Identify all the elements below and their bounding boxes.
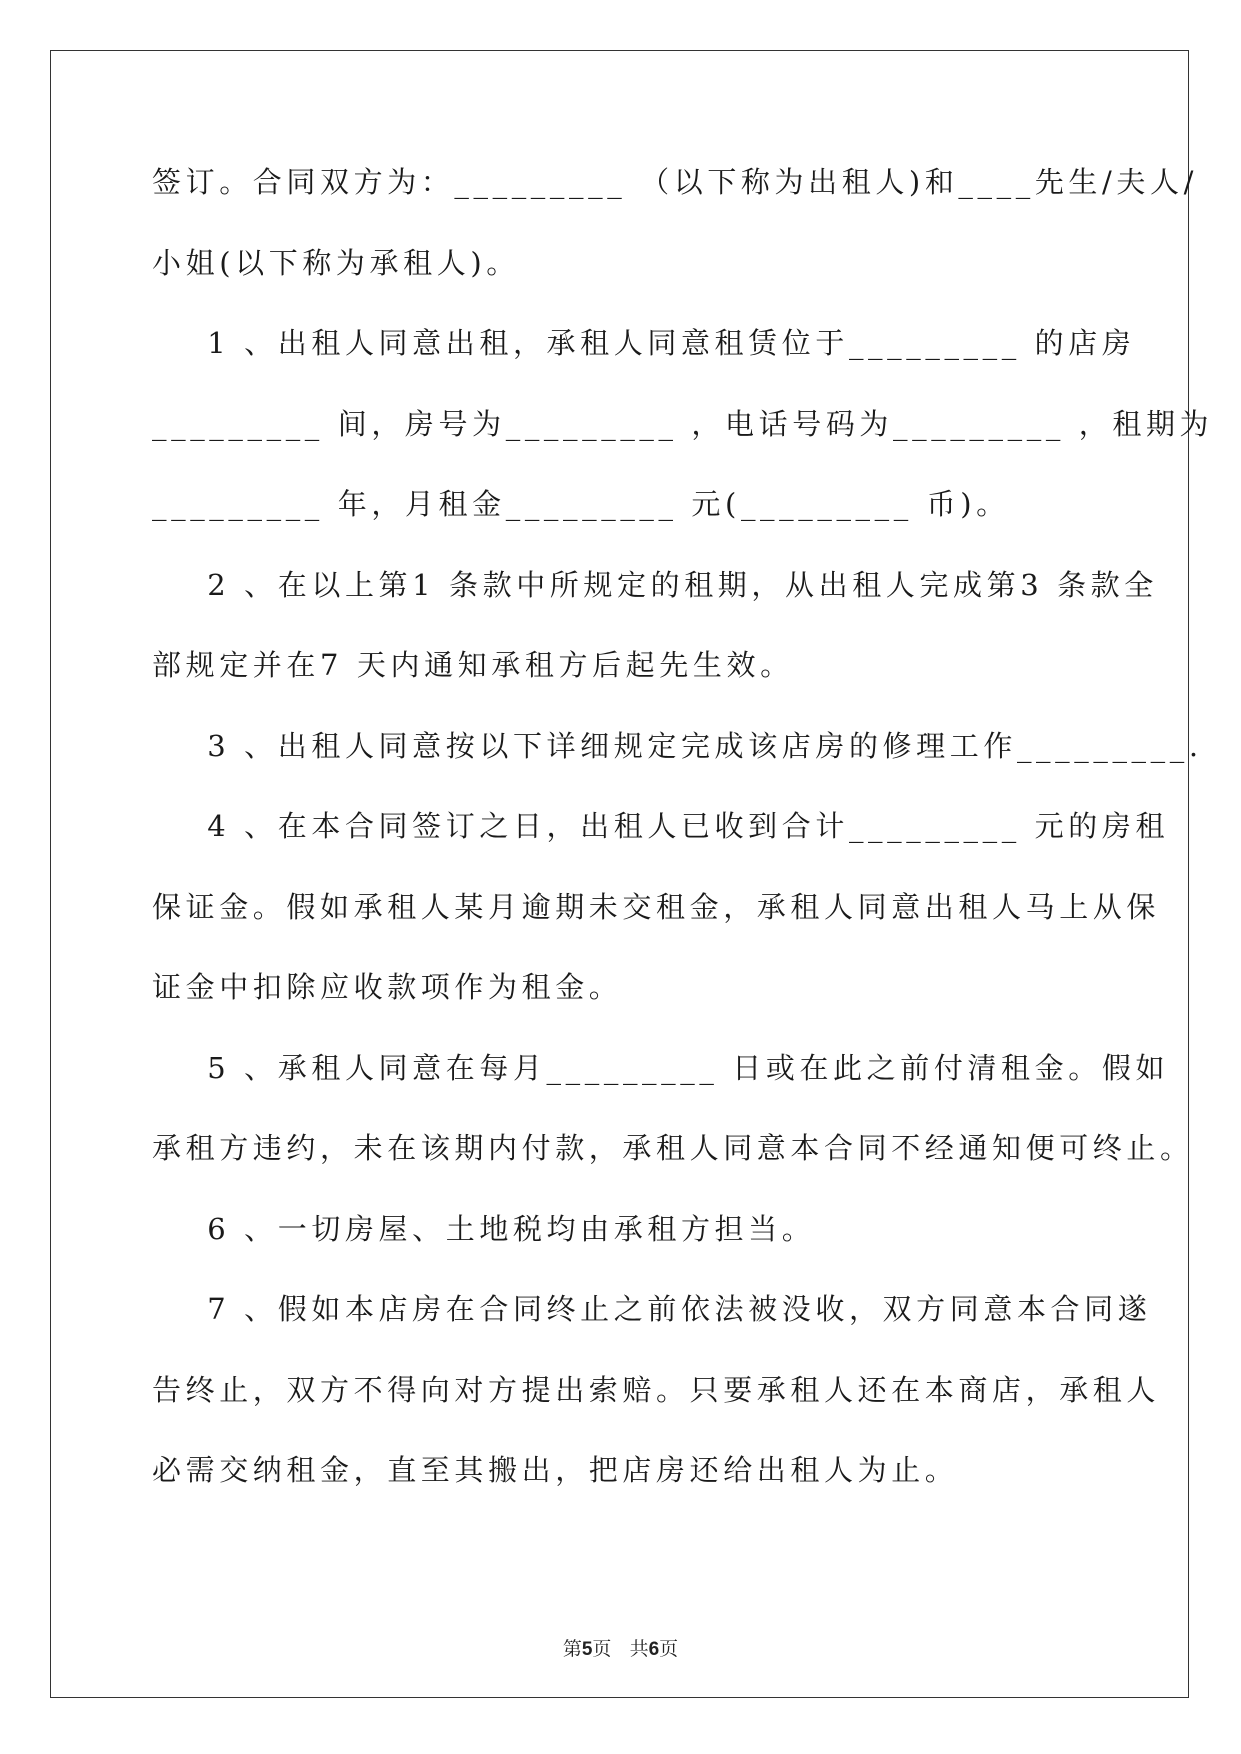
body-line: _________ 年，月租金_________ 元(_________ 币)。 bbox=[152, 487, 1010, 521]
total-prefix: 共 bbox=[629, 1638, 649, 1660]
body-line: 必需交纳租金，直至其搬出，把店房还给出租人为止。 bbox=[152, 1453, 959, 1487]
clause-6-line: 6 、一切房屋、土地税均由承租方担当。 bbox=[152, 1211, 816, 1246]
body-line: 证金中扣除应收款项作为租金。 bbox=[152, 970, 623, 1004]
clause-5-line: 5 、承租人同意在每月_________ 日或在此之前付清租金。假如 bbox=[152, 1050, 1170, 1085]
clause-3-line: 3 、出租人同意按以下详细规定完成该店房的修理工作_________. bbox=[152, 728, 1203, 763]
clause-4-line: 4 、在本合同签订之日，出租人已收到合计_________ 元的房租 bbox=[152, 809, 1170, 843]
page-suffix: 页 bbox=[592, 1638, 612, 1660]
body-line: 保证金。假如承租人某月逾期未交租金，承租人同意出租人马上从保 bbox=[152, 889, 1161, 924]
clause-7-line: 7 、假如本店房在合同终止之前依法被没收，双方同意本合同遂 bbox=[152, 1292, 1152, 1326]
body-line: 部规定并在7 天内通知承租方后起先生效。 bbox=[152, 648, 794, 682]
document-body bbox=[152, 162, 1214, 1531]
body-line: 签订。合同双方为：_________ （以下称为出租人)和____先生/夫人/ bbox=[152, 165, 1198, 199]
clause-2-line: 2 、在以上第1 条款中所规定的租期，从出租人完成第3 条款全 bbox=[152, 567, 1158, 602]
body-line: 承租方违约，未在该期内付款，承租人同意本合同不经通知便可终止。 bbox=[152, 1131, 1194, 1165]
body-line: 小姐(以下称为承租人)。 bbox=[152, 245, 520, 280]
body-line: 告终止，双方不得向对方提出索赔。只要承租人还在本商店，承租人 bbox=[152, 1372, 1161, 1407]
page-total: 6 bbox=[648, 1639, 660, 1660]
page-prefix: 第 bbox=[562, 1638, 582, 1660]
page-current: 5 bbox=[581, 1639, 593, 1660]
total-suffix: 页 bbox=[659, 1638, 679, 1660]
page-footer bbox=[0, 1634, 1241, 1661]
body-line: _________ 间，房号为_________ ，电话号码为_________ ，租期为 bbox=[152, 406, 1214, 441]
clause-1-line: 1 、出租人同意出租，承租人同意租赁位于_________ 的店房 bbox=[152, 326, 1136, 360]
